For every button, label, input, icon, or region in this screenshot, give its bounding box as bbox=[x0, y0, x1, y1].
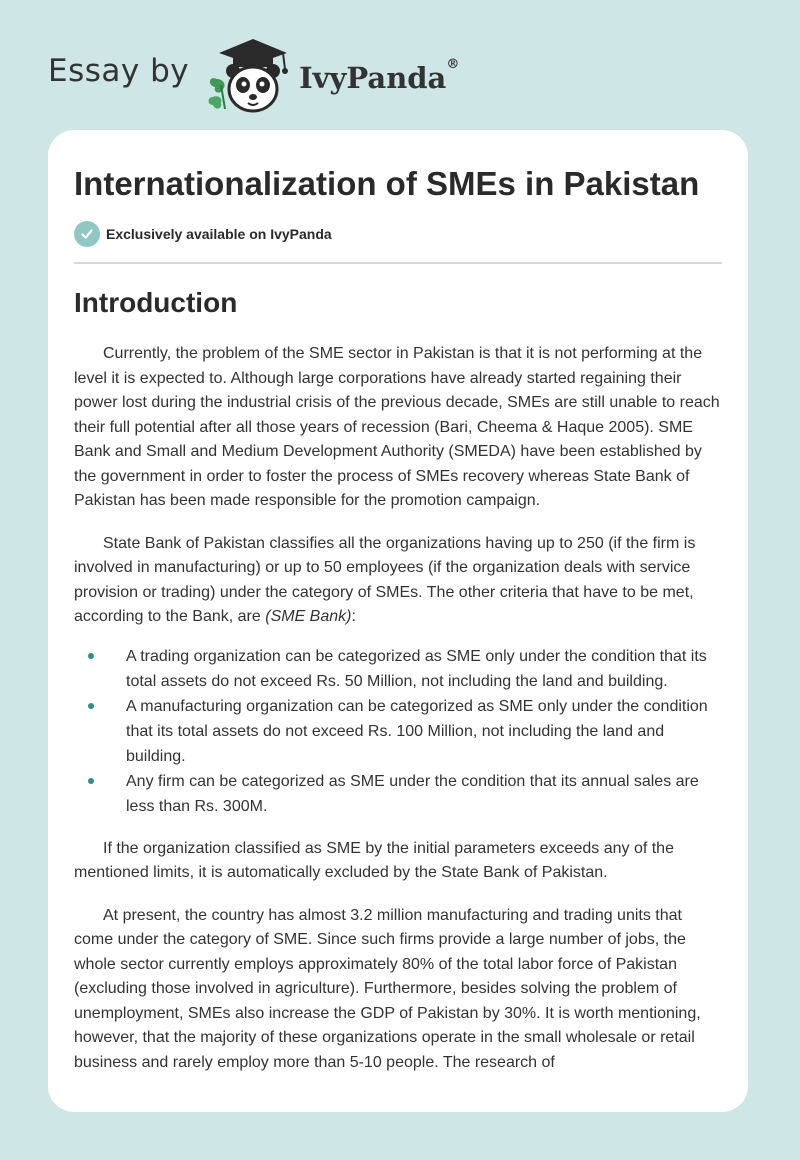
divider bbox=[74, 262, 722, 264]
list-item: Any firm can be categorized as SME under the condition that its annual sales are less than Rs. 300M. bbox=[74, 769, 722, 819]
paragraph-4: At present, the country has almost 3.2 million manufacturing and trading units that come under the category of SME. Since such firms provide a large number of jobs, the whole sector currently employs approximately 80% of the total labor force of Pakistan (excluding those involved in agriculture). Furthermore, besides solving the problem of unemployment, SMEs also increase the GDP of Pakistan by 30%. It is worth mentioning, however, that the majority of these organizations operate in the small wholesale or retail business and rarely employ more than 5-10 people. The research of bbox=[74, 906, 701, 1071]
bullet-icon bbox=[88, 778, 94, 784]
list-item: A trading organization can be categorized as SME only under the condition that its total assets do not exceed Rs. 50 Million, not including the land and building. bbox=[74, 644, 722, 694]
exclusive-badge bbox=[74, 220, 722, 248]
bullet-icon bbox=[88, 653, 94, 659]
exclusive-label: Exclusively available on IvyPanda bbox=[106, 226, 332, 242]
paragraph-1: Currently, the problem of the SME sector in Pakistan is that it is not performing at the level it is expected to. Although large corporations have already started regaining their power lost during the industrial crisis of the previous decade, SMEs are still unable to reach their full potential after all those years of recession (Bari, Cheema & Haque 2005). SME Bank and Small and Medium Development Authority (SMEDA) have been established by the government in order to foster the process of SMEs recovery whereas State Bank of Pakistan has been made responsible for the promotion campaign. bbox=[74, 345, 720, 509]
brand-name: IvyPanda® bbox=[299, 57, 460, 95]
citation: (SME Bank) bbox=[265, 608, 352, 625]
bullet-icon bbox=[88, 703, 94, 709]
site-header bbox=[48, 30, 459, 120]
paragraph-3: If the organization classified as SME by the initial parameters exceeds any of the mentioned limits, it is automatically excluded by the State Bank of Pakistan. bbox=[74, 839, 674, 881]
page-title: Internationalization of SMEs in Pakistan bbox=[74, 165, 700, 202]
ivypanda-logo[interactable] bbox=[203, 35, 459, 115]
criteria-list bbox=[74, 644, 722, 819]
list-item: A manufacturing organization can be categorized as SME only under the condition that its total assets do not exceed Rs. 100 Million, not including the land and building. bbox=[74, 694, 722, 769]
paragraph-2: State Bank of Pakistan classifies all the organizations having up to 250 (if the firm is involved in manufacturing) or up to 50 employees (if the organization deals with service provision or trading) under the category of SMEs. The other criteria that have to be met, according to the Bank, are (SME Bank): bbox=[74, 534, 696, 625]
section-heading: Introduction bbox=[74, 287, 238, 318]
essay-card bbox=[48, 130, 748, 1112]
essay-by-label: Essay by bbox=[48, 53, 190, 89]
panda-logo-icon bbox=[203, 35, 293, 115]
check-icon bbox=[74, 221, 100, 247]
